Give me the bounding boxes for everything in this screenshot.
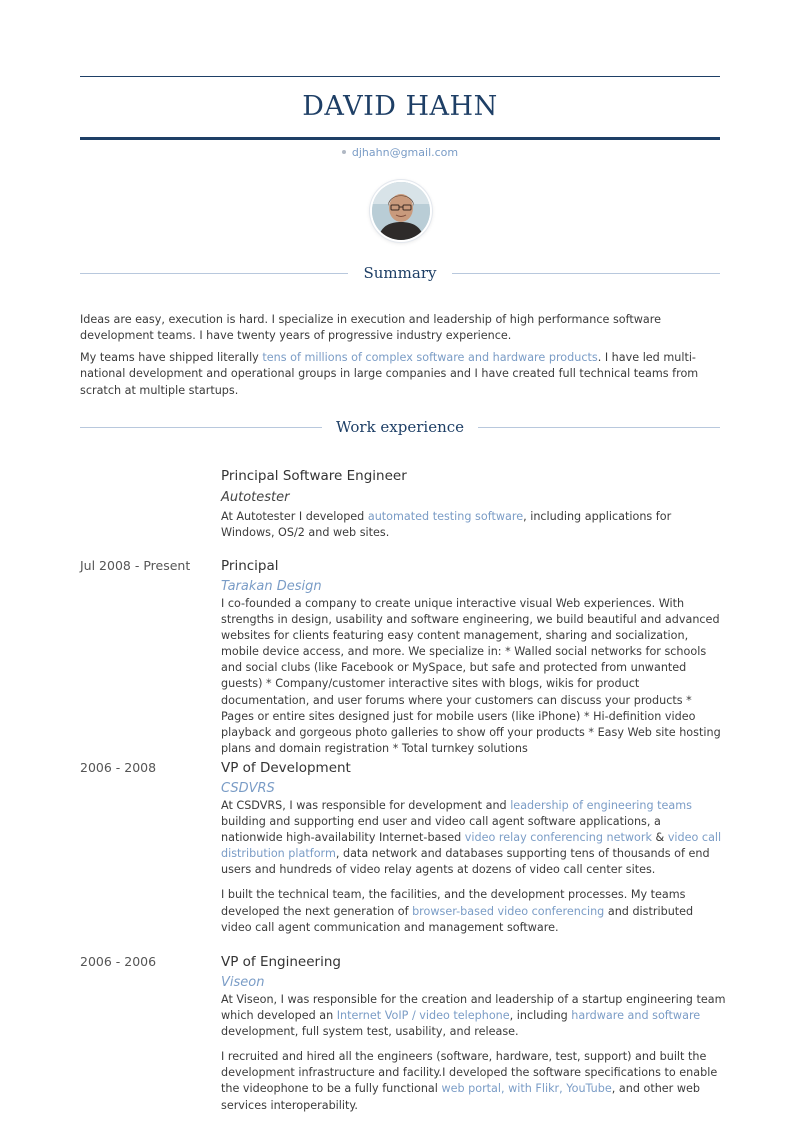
job-text: building and supporting end user and video call agent software applications, a nationwide high-availability Internet-based — [221, 815, 661, 845]
header-top-rule — [80, 76, 720, 77]
job-text: , including — [509, 1009, 572, 1023]
job-text: At CSDVRS, I was responsible for development and — [221, 799, 511, 812]
job-text: At Viseon, I was responsible for the creation and leadership of a startup engineering team which developed an — [221, 993, 726, 1023]
job-content — [221, 557, 726, 766]
summary-paragraph-1: Ideas are easy, execution is hard. I specialize in execution and leadership of high performance software development teams. I have twenty years of progressive industry experience. — [80, 313, 661, 343]
avatar — [372, 182, 430, 240]
job-description — [221, 509, 726, 541]
hardware-software-link[interactable]: hardware and software — [571, 1009, 701, 1023]
avatar-portrait-icon — [372, 182, 430, 240]
summary-paragraph-2 — [80, 350, 728, 399]
job-company: Autotester — [221, 490, 290, 505]
job-text: , including applications for Windows, OS/2 and web sites. — [221, 510, 672, 540]
job-company-link[interactable]: Tarakan Design — [221, 579, 322, 594]
job-description — [221, 798, 726, 878]
section-rule-right — [452, 273, 720, 274]
job-text: , data network and databases supporting tens of thousands of end users and hundreds of video relay agents at dozens of video call center sites. — [221, 847, 710, 877]
job-content — [221, 759, 726, 945]
job-text: At Autotester I developed — [221, 510, 368, 523]
section-rule-right — [478, 427, 720, 428]
work-section-title: Work experience — [335, 418, 465, 436]
job-title: Principal — [221, 558, 279, 574]
job-description — [221, 992, 726, 1040]
job-content — [221, 953, 726, 1123]
video-distribution-link[interactable]: video call distribution platform — [221, 831, 722, 861]
job-description — [221, 887, 726, 935]
summary-text: . I have led multi-national development and operational groups in large companies and I have created full technical teams from scratch at multiple startups. — [80, 351, 699, 397]
email-link[interactable]: djhahn@gmail.com — [351, 146, 459, 159]
bullet-icon — [342, 150, 346, 154]
web-portal-link[interactable]: web portal, with Flikr, YouTube — [441, 1082, 612, 1096]
job-description — [221, 1049, 726, 1113]
video-relay-link[interactable]: video relay conferencing network — [464, 831, 652, 845]
work-section-header — [80, 416, 720, 438]
job-company-link[interactable]: Viseon — [221, 975, 265, 990]
candidate-name: DAVID HAHN — [302, 91, 498, 122]
job-date: 2006 - 2006 — [80, 954, 157, 969]
job-title: VP of Development — [221, 760, 351, 776]
contact-line — [80, 146, 720, 160]
browser-video-link[interactable]: browser-based video conferencing — [412, 904, 605, 918]
profile-photo — [370, 180, 432, 242]
header-name-rule — [80, 137, 720, 140]
leadership-link[interactable]: leadership of engineering teams — [510, 799, 693, 812]
job-date: Jul 2008 - Present — [80, 558, 191, 573]
summary-section-title: Summary — [363, 264, 437, 282]
job-text: I built the technical team, the facilities, and the development processes. My teams developed the next generation of — [221, 888, 686, 918]
job-title: VP of Engineering — [221, 954, 341, 970]
testing-software-link[interactable]: automated testing software — [367, 510, 524, 523]
job-text: development, full system test, usability, and release. — [221, 1025, 519, 1039]
summary-section-header — [80, 262, 720, 284]
job-company-link[interactable]: CSDVRS — [221, 781, 275, 796]
job-title: Principal Software Engineer — [221, 468, 407, 484]
job-text: and distributed video call agent communication and management software. — [221, 904, 694, 934]
summary-products-link[interactable]: tens of millions of complex software and hardware products — [262, 351, 598, 364]
summary-text: My teams have shipped literally — [80, 351, 263, 364]
job-content — [221, 467, 726, 550]
job-text: , and other web services interoperability. — [221, 1082, 700, 1112]
job-text: I recruited and hired all the engineers (software, hardware, test, support) and built the development infrastructure and facility.I developed the software specifications to enable the videophone to be a fully functional — [221, 1050, 718, 1096]
job-description: I co-founded a company to create unique interactive visual Web experiences. With strengths in design, usability and software engineering, we build beautiful and advanced websites for clients featuring easy content management, sharing and socialization, mobile device access, and more. We specialize in: * Walled social networks for schools and social clubs (like Facebook or MySpace, but safe and protected from unwanted guests) * Company/customer interactive sites with blogs, wikis for product documentation, and user forums where your customers can discuss your products * Pages or entire sites designed just for mobile users (like iPhone) * Hi-definition video playback and gorgeous photo galleries to show off your products * Easy Web site hosting plans and domain registration * Total turnkey solutions — [221, 597, 721, 755]
job-text: & — [651, 831, 668, 845]
voip-telephone-link[interactable]: Internet VoIP / video telephone — [336, 1009, 510, 1023]
job-date: 2006 - 2008 — [80, 760, 157, 775]
